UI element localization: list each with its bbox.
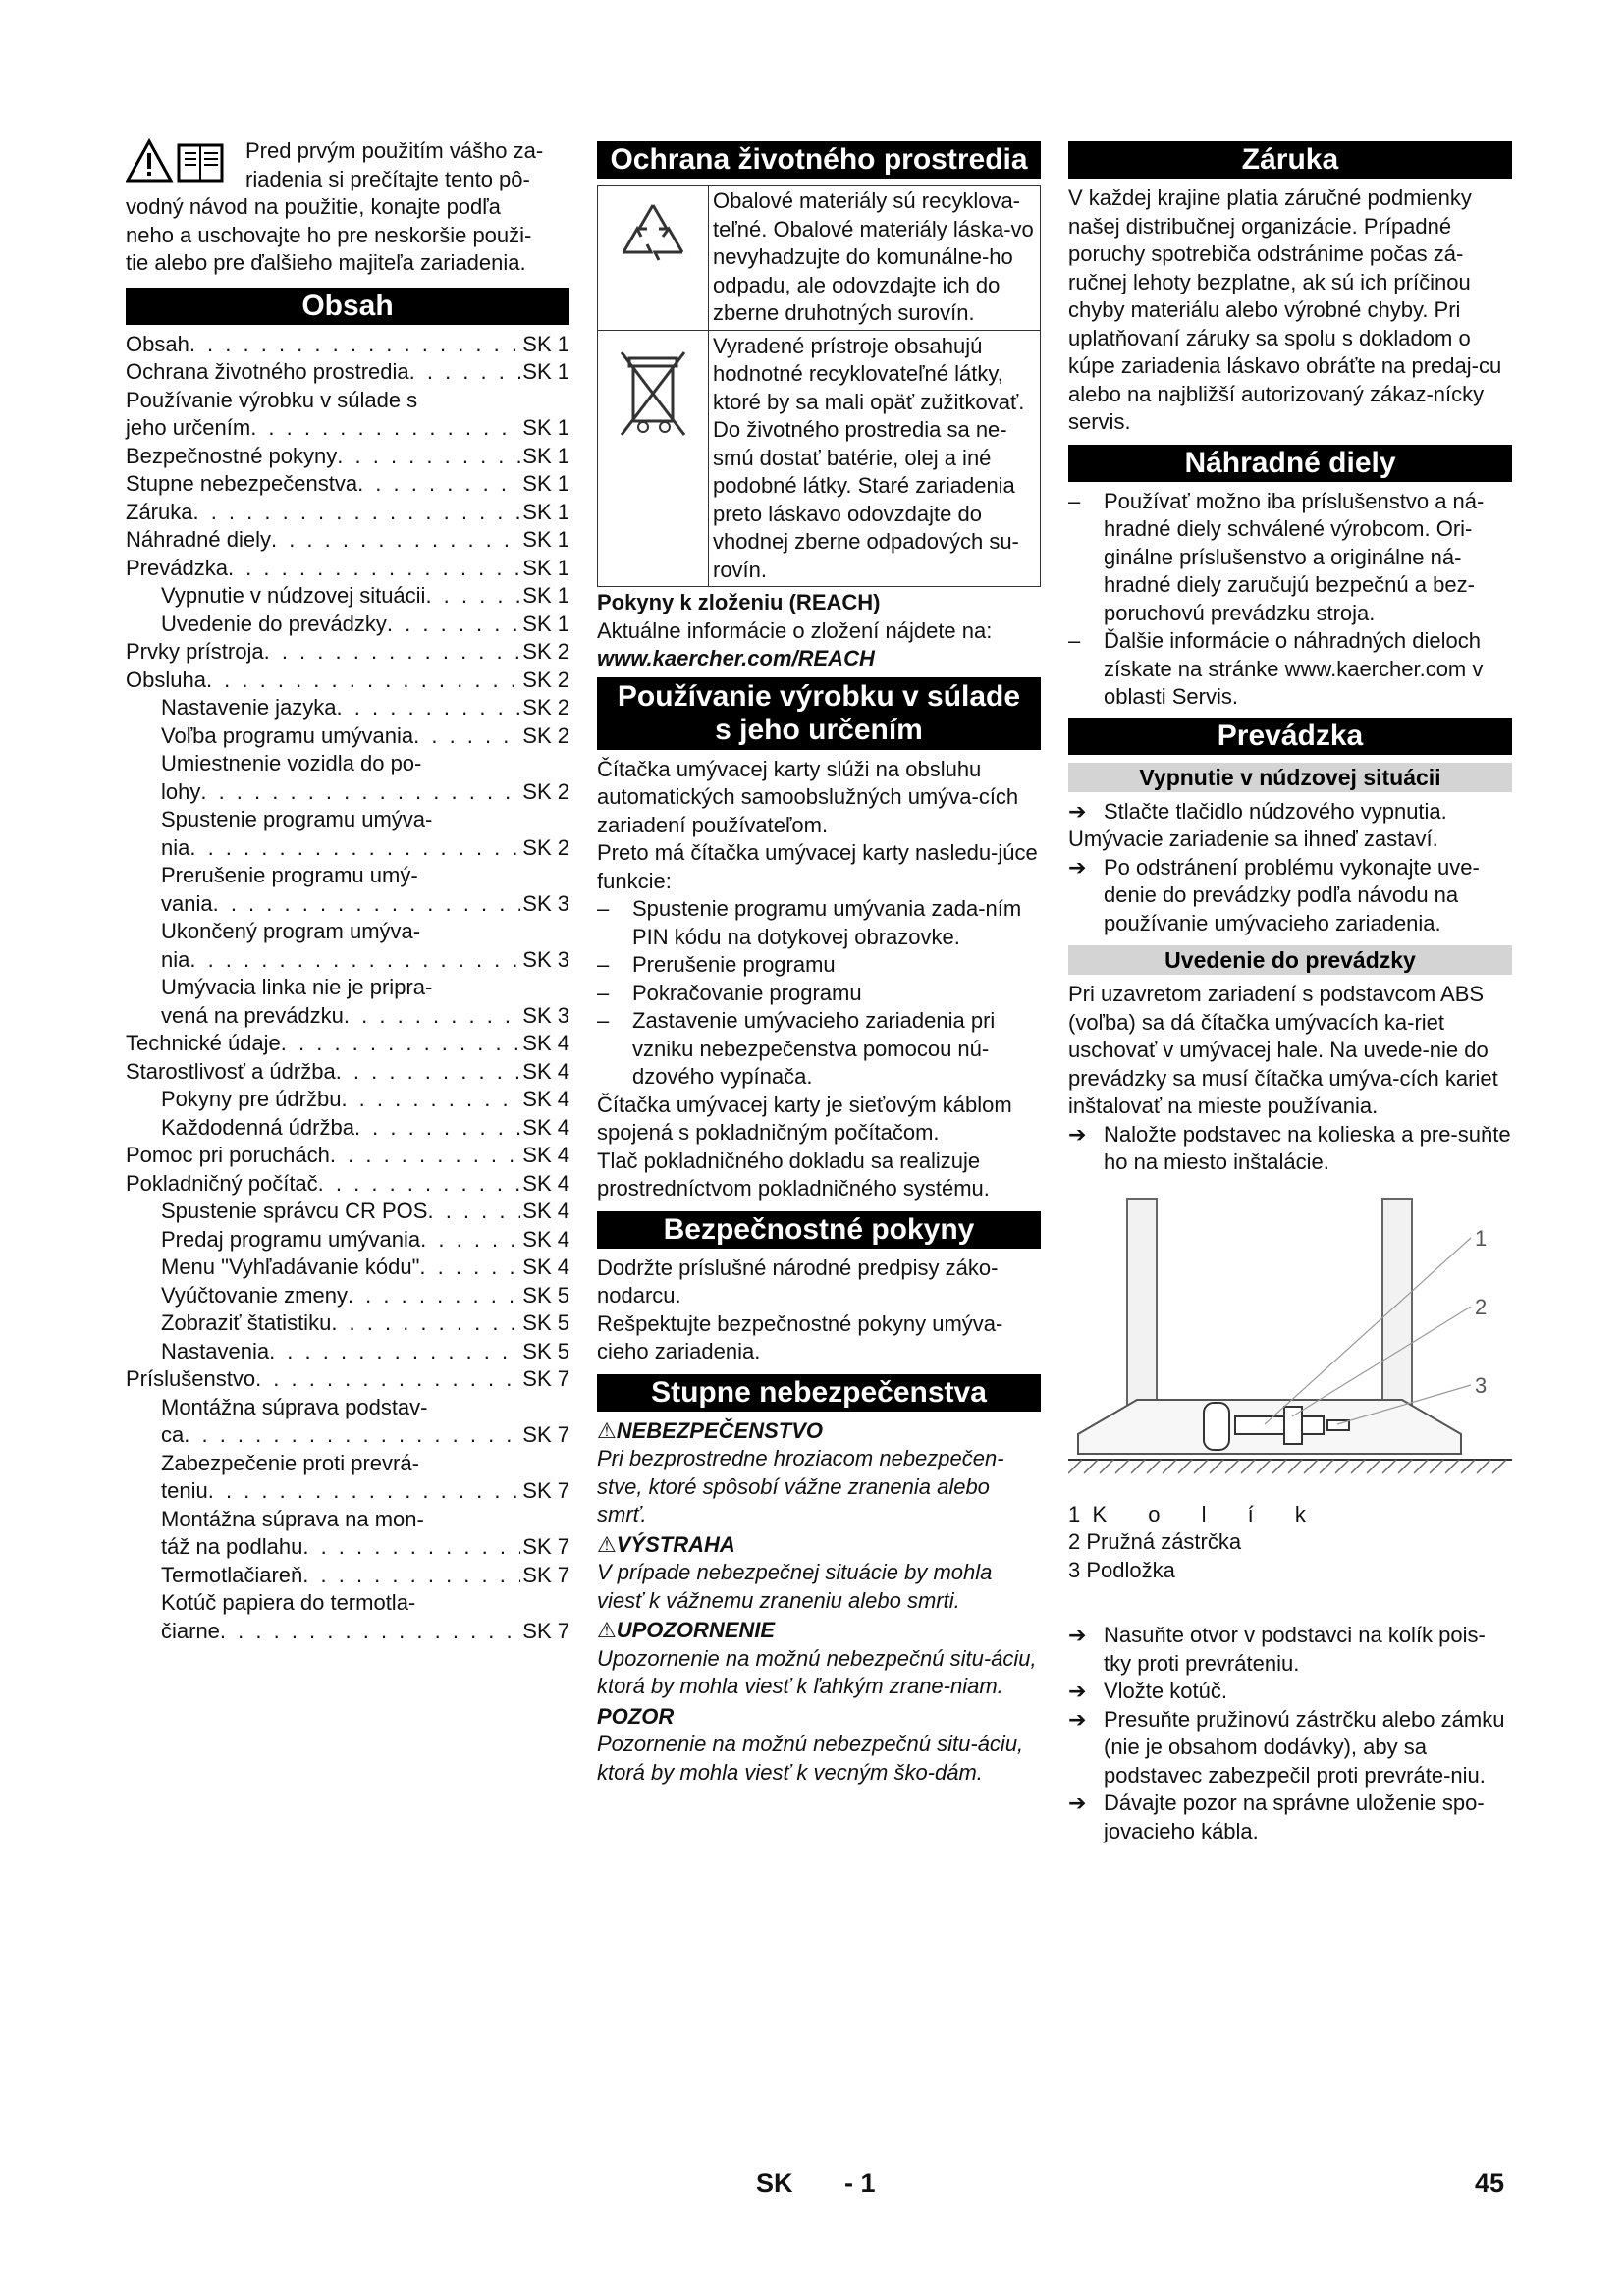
toc-entry-text: Náhradné diely <box>126 527 271 552</box>
toc-entry[interactable] <box>126 555 569 583</box>
install-step: ➔ Dávajte pozor na správne uloženie spo-jovacieho kábla. <box>1068 1790 1485 1843</box>
toc-entry-page: SK 4 <box>522 1143 569 1167</box>
toc-entry-page: SK 2 <box>522 778 569 804</box>
recycling-icon-cell <box>598 186 709 331</box>
legend-item: 3 Podložka <box>1068 1557 1175 1582</box>
toc-entry-text: Obsluha <box>126 667 206 692</box>
toc-entry[interactable] <box>126 1142 569 1170</box>
spare-parts-item: – Ďalšie informácie o náhradných dieloch získate na stránke www.kaercher.com v oblasti Servis. <box>1068 628 1484 709</box>
toc-entry-page: SK 4 <box>522 1255 569 1279</box>
toc-entry-text: Nastavenia <box>161 1338 270 1363</box>
toc-entry-text: Kotúč papiera do termotla- <box>161 1590 416 1615</box>
warning-triangle-icon: ⚠ <box>597 1531 617 1557</box>
toc-entry[interactable] <box>126 1282 569 1310</box>
arrow-icon: ➔ <box>1068 1623 1087 1647</box>
hazard-danger-text: Pri bezprostredne hroziacom nebezpečen-stve, ktoré spôsobí vážne zranenia alebo smrť. <box>597 1446 1004 1526</box>
toc-entry[interactable] <box>126 331 569 359</box>
toc-entry-text: nia <box>161 946 190 972</box>
spare-parts-heading: Náhradné diely <box>1068 445 1512 482</box>
reach-url: www.kaercher.com/REACH <box>597 646 875 670</box>
intended-use-item-text: Zastavenie umývacieho zariadenia pri vzniku nebezpečenstva pomocou nú-dzového vypínača. <box>632 1008 996 1089</box>
toc-entry-text: Spustenie správcu CR POS <box>161 1199 428 1223</box>
toc-entry-text: Prevádzka <box>126 555 228 580</box>
toc-entry[interactable] <box>126 667 569 695</box>
callout-1: 1 <box>1475 1225 1488 1251</box>
toc-entry-text: Stupne nebezpečenstva <box>126 471 358 496</box>
legend-item: 1 K o l í k <box>1068 1501 1324 1526</box>
toc-entry-text: Termotlačiareň <box>161 1562 303 1587</box>
toc-entry-text: Starostlivosť a údržba <box>126 1058 336 1084</box>
safety-heading: Bezpečnostné pokyny <box>597 1211 1041 1249</box>
toc-entry-page: SK 2 <box>522 639 569 664</box>
toc-entry[interactable] <box>126 1086 569 1114</box>
warranty-text: V každej krajine platia záručné podmienky našej distribučnej organizácie. Prípadné poruchy spotrebiča odstránime počas zá-ručnej lehoty bezplatne, ak sú ich príčinou chyby materiálu alebo výrobné chyby. Pri uplatňovaní záruky sa spolu s dokladom o kúpe zariadenia láskavo obráťte na predaj-cu alebo na najbližší autorizovaný zákaz-nícky servis. <box>1068 186 1502 434</box>
manual-book-icon <box>179 145 222 181</box>
startup-step: ➔ Naložte podstavec na kolieska a pre-suňte ho na miesto inštalácie. <box>1068 1121 1511 1174</box>
arrow-icon: ➔ <box>1068 798 1087 824</box>
arrow-icon: ➔ <box>1068 1706 1087 1732</box>
toc-entry-page: SK 2 <box>522 695 569 720</box>
toc-entry[interactable] <box>126 1309 569 1338</box>
toc-entry-page: SK 2 <box>522 722 569 748</box>
figure-legend <box>1068 1501 1512 1585</box>
toc-entry-text: ca <box>161 1422 185 1447</box>
stand-installation-figure <box>1068 1189 1512 1493</box>
toc-entry-text: Prvky prístroja <box>126 639 264 664</box>
toc-entry-page: SK 4 <box>522 1031 569 1055</box>
intended-use-item: – Pokračovanie programu <box>597 980 862 1005</box>
toc-entry[interactable] <box>126 387 569 443</box>
toc-entry[interactable] <box>126 1589 569 1645</box>
spare-parts-item-text: Ďalšie informácie o náhradných dieloch získate na stránke www.kaercher.com v oblasti Servis. <box>1104 628 1484 709</box>
toc-entry[interactable] <box>126 582 569 611</box>
toc-entry[interactable] <box>126 1338 569 1366</box>
toc-entry[interactable] <box>126 918 569 974</box>
toc-entry-page: SK 2 <box>522 834 569 860</box>
recycling-icon <box>614 199 692 268</box>
toc-entry[interactable] <box>126 443 569 471</box>
safety-p2: Rešpektujte bezpečnostné pokyny umýva-cieho zariadenia. <box>597 1310 1003 1363</box>
toc-entry[interactable] <box>126 1450 569 1506</box>
intended-use-item-text: Pokračovanie programu <box>632 980 862 1005</box>
warning-triangle-icon <box>126 137 242 190</box>
toc-entry-page: SK 1 <box>522 555 569 580</box>
toc-entry-page: SK 4 <box>522 1199 569 1223</box>
toc-entry-text: Montážna súprava podstav- <box>161 1394 428 1419</box>
column-left <box>126 137 569 1645</box>
toc-entry-text: Používanie výrobku v súlade s <box>126 387 418 412</box>
toc-list <box>126 331 569 1646</box>
emergency-subheading: Vypnutie v núdzovej situácii <box>1068 763 1512 792</box>
toc-entry-page: SK 1 <box>522 415 569 440</box>
toc-entry-text: teniu <box>161 1478 208 1503</box>
toc-entry[interactable] <box>126 750 569 806</box>
toc-entry-text: Ochrana životného prostredia <box>126 359 409 384</box>
toc-entry[interactable] <box>126 358 569 387</box>
toc-entry[interactable] <box>126 974 569 1030</box>
toc-entry-text: Technické údaje <box>126 1031 281 1055</box>
legend-item: 2 Pružná zástrčka <box>1068 1529 1242 1554</box>
toc-entry-text: Nastavenie jazyka <box>161 695 337 720</box>
crossed-bin-icon <box>614 345 692 443</box>
toc-entry-text: nia <box>161 834 190 860</box>
environment-table <box>597 185 1041 587</box>
emergency-step: ➔ Po odstránení problému vykonajte uve-denie do prevádzky podľa návodu na používanie umývacieho zariadenia. <box>1068 854 1480 935</box>
intro-line-2: riadenia si prečítajte tento pô- <box>245 166 530 191</box>
toc-entry-text: Umývacia linka nie je pripra- <box>161 975 433 999</box>
toc-entry-text: Menu "Vyhľadávanie kódu" <box>161 1255 420 1279</box>
toc-entry-text: Zobraziť štatistiku <box>161 1310 332 1335</box>
toc-entry[interactable] <box>126 694 569 722</box>
intended-use-item: – Zastavenie umývacieho zariadenia pri vzniku nebezpečenstva pomocou nú-dzového vypínača. <box>597 1008 996 1089</box>
callout-3: 3 <box>1475 1372 1488 1398</box>
toc-entry-text: čiarne <box>161 1618 220 1643</box>
operation-heading: Prevádzka <box>1068 718 1512 755</box>
reach-text: Aktuálne informácie o zložení nájdete na: <box>597 617 993 643</box>
environment-row2-text: Vyradené prístroje obsahujú hodnotné recyklovateľné látky, ktoré by sa mali opäť zužitkovať. Do životného prostredia sa ne-smú dostať batérie, olej a iné podobné látky. Staré zariadenia preto láskavo odovzdajte do vhodnej zberne odpadových su-rovín. <box>709 330 1041 587</box>
hazard-danger-label: ⚠NEBEZPEČENSTVO <box>597 1417 823 1443</box>
toc-entry-text: vania <box>161 890 213 916</box>
toc-heading: Obsah <box>126 288 569 325</box>
install-step: ➔ Vložte kotúč. <box>1068 1678 1512 1706</box>
toc-entry[interactable] <box>126 1394 569 1450</box>
arrow-icon: ➔ <box>1068 1121 1087 1147</box>
intended-use-p2: Preto má čítačka umývacej karty nasledu-júce funkcie: <box>597 840 1038 893</box>
hazard-warning-label: ⚠VÝSTRAHA <box>597 1531 735 1557</box>
toc-entry-page: SK 7 <box>522 1562 569 1587</box>
intended-use-p4: Tlač pokladničného dokladu sa realizuje prostredníctvom pokladničného systému. <box>597 1148 990 1201</box>
toc-entry-text: Voľba programu umývania <box>161 722 414 748</box>
safety-p1: Dodržte príslušné národné predpisy záko-nodarcu. <box>597 1255 999 1308</box>
toc-entry-page: SK 5 <box>522 1338 569 1363</box>
toc-entry-page: SK 1 <box>522 443 569 468</box>
toc-entry-page: SK 4 <box>522 1170 569 1196</box>
crossed-bin-icon-cell <box>598 330 709 587</box>
warranty-heading: Záruka <box>1068 141 1512 179</box>
install-step: ➔ Nasuňte otvor v podstavci na kolík pois-tky proti prevráteniu. <box>1068 1623 1486 1676</box>
intro-block <box>126 137 569 278</box>
toc-entry-text: Zabezpečenie proti prevrá- <box>161 1450 419 1475</box>
toc-entry-text: Príslušenstvo <box>126 1366 256 1391</box>
toc-entry-page: SK 5 <box>522 1310 569 1335</box>
toc-entry-text: Predaj programu umývania <box>161 1226 421 1252</box>
intro-line-4: neho a uschovajte ho pre neskoršie použi- <box>126 222 532 247</box>
toc-entry[interactable] <box>126 1365 569 1394</box>
toc-entry-page: SK 2 <box>522 667 569 692</box>
toc-entry[interactable] <box>126 1198 569 1226</box>
toc-entry-text: Každodenná údržba <box>161 1114 354 1140</box>
toc-entry-text: Pokyny pre údržbu <box>161 1087 342 1111</box>
toc-entry[interactable] <box>126 1170 569 1199</box>
install-step: ➔ Presuňte pružinovú zástrčku alebo zámku (nie je obsahom dodávky), aby sa podstavec zabezpečil proti prevráte-niu. <box>1068 1706 1505 1788</box>
toc-entry-text: Záruka <box>126 499 193 524</box>
toc-entry[interactable] <box>126 1254 569 1282</box>
intended-use-item: – Prerušenie programu <box>597 952 836 977</box>
spare-parts-item-text: Používať možno iba príslušenstvo a ná-hradné diely schválené výrobcom. Ori-ginálne príslušenstvo a originálne ná-hradné diely zaručujú bezpečnú a bez-poruchovú prevádzku stroja. <box>1104 488 1485 625</box>
toc-entry-text: Spustenie programu umýva- <box>161 807 433 831</box>
intended-use-item: – Spustenie programu umývania zada-ním PIN kódu na dotykovej obrazovke. <box>597 896 1022 949</box>
toc-entry-page: SK 7 <box>522 1478 569 1503</box>
toc-entry-text: Bezpečnostné pokyny <box>126 443 338 468</box>
intro-line-3: vodný návod na použitie, konajte podľa <box>126 194 501 219</box>
toc-entry-text: Uvedenie do prevádzky <box>161 611 387 636</box>
toc-entry-text: jeho určením <box>126 415 251 440</box>
warning-triangle-icon: ⚠ <box>597 1618 617 1642</box>
intended-use-heading-line1: Používanie výrobku v súlade <box>617 679 1021 713</box>
toc-entry-page: SK 1 <box>522 471 569 496</box>
toc-entry-text: lohy <box>161 778 201 804</box>
intended-use-p3: Čítačka umývacej karty je sieťovým káblom spojená s pokladničným počítačom. <box>597 1092 1012 1145</box>
toc-entry-page: SK 5 <box>522 1282 569 1308</box>
toc-entry[interactable] <box>126 1506 569 1562</box>
intended-use-heading <box>597 677 1041 750</box>
toc-entry[interactable] <box>126 862 569 918</box>
toc-entry-text: Ukončený program umýva- <box>161 919 421 943</box>
toc-entry-page: SK 3 <box>522 946 569 972</box>
toc-entry[interactable] <box>126 499 569 527</box>
toc-entry-page: SK 1 <box>522 611 569 636</box>
column-right <box>1068 137 1512 1845</box>
toc-entry[interactable] <box>126 526 569 555</box>
intended-use-heading-line2: s jeho určením <box>715 713 923 746</box>
footer-section-number: - 1 <box>844 2168 876 2198</box>
toc-entry[interactable] <box>126 611 569 639</box>
hazard-caution-text: Upozornenie na možnú nebezpečnú situ-áciu, ktorá by mohla viesť k ľahkým zrane-niam. <box>597 1645 1037 1698</box>
hazard-caution-label: ⚠UPOZORNENIE <box>597 1618 776 1642</box>
toc-entry[interactable] <box>126 1226 569 1255</box>
arrow-icon: ➔ <box>1068 1679 1087 1703</box>
hazard-attention-text: Pozornenie na možnú nebezpečnú situ-áciu, ktorá by mohla viesť k vecným ško-dám. <box>597 1732 1024 1785</box>
hazard-attention-label: POZOR <box>597 1703 675 1729</box>
callout-2: 2 <box>1475 1294 1488 1319</box>
intro-line-1: Pred prvým použitím vášho za- <box>245 138 544 163</box>
toc-entry-page: SK 7 <box>522 1366 569 1391</box>
toc-entry-page: SK 1 <box>522 583 569 608</box>
warning-triangle-icon: ⚠ <box>597 1417 617 1443</box>
toc-entry[interactable] <box>126 470 569 499</box>
hazard-warning-text: V prípade nebezpečnej situácie by mohla viesť k vážnemu zraneniu alebo smrti. <box>597 1560 993 1613</box>
toc-entry[interactable] <box>126 806 569 862</box>
toc-entry-page: SK 1 <box>522 499 569 524</box>
toc-entry-text: Vypnutie v núdzovej situácii <box>161 583 426 608</box>
column-middle <box>597 137 1041 1787</box>
toc-entry-text: Vyúčtovanie zmeny <box>161 1282 348 1308</box>
footer-page-number: 45 <box>1475 2168 1505 2198</box>
toc-entry[interactable] <box>126 1114 569 1143</box>
hazard-heading: Stupne nebezpečenstva <box>597 1374 1041 1412</box>
toc-entry-text: Umiestnenie vozidla do po- <box>161 751 422 775</box>
startup-text: Pri uzavretom zariadení s podstavcom ABS (voľba) sa dá čítačka umývacích ka-riet uschovať v umývacej hale. Na uvede-nie do prevádzky sa musí čítačka umýva-cích kariet inštalovať na mieste používania. <box>1068 982 1498 1118</box>
toc-entry-page: SK 1 <box>522 331 569 356</box>
toc-entry[interactable] <box>126 722 569 751</box>
toc-entry[interactable] <box>126 1562 569 1590</box>
toc-entry-page: SK 1 <box>522 359 569 384</box>
toc-entry-page: SK 1 <box>522 527 569 552</box>
toc-entry-page: SK 7 <box>522 1618 569 1643</box>
intended-use-p1: Čítačka umývacej karty slúži na obsluhu automatických samoobslužných umýva-cích zariadení používateľom. <box>597 756 1019 837</box>
toc-entry-page: SK 3 <box>522 1002 569 1028</box>
toc-entry-page: SK 7 <box>522 1534 569 1559</box>
toc-entry-text: Montážna súprava na mon- <box>161 1506 424 1531</box>
toc-entry-page: SK 4 <box>522 1087 569 1111</box>
toc-entry-page: SK 3 <box>522 890 569 916</box>
intro-line-5: tie alebo pre ďalšieho majiteľa zariadenia. <box>126 250 526 275</box>
environment-row1-text: Obalové materiály sú recyklova-teľné. Obalové materiály láska-vo nevyhadzujte do komunálne-ho odpadu, ale odovzdajte ich do zberne druhotných surovín. <box>709 186 1041 331</box>
footer-language: SK <box>756 2168 793 2198</box>
environment-heading: Ochrana životného prostredia <box>597 141 1041 179</box>
emergency-text: Umývacie zariadenie sa ihneď zastaví. <box>1068 827 1438 851</box>
toc-entry-page: SK 4 <box>522 1058 569 1084</box>
spare-parts-item: – Používať možno iba príslušenstvo a ná-hradné diely schválené výrobcom. Ori-ginálne príslušenstvo a originálne ná-hradné diely zaručujú bezpečnú a bez-poruchovú prevádzku stroja. <box>1068 488 1485 625</box>
reach-title: Pokyny k zloženiu (REACH) <box>597 590 881 614</box>
toc-entry[interactable] <box>126 1030 569 1058</box>
toc-entry-text: Pokladničný počítač <box>126 1170 318 1196</box>
intended-use-item-text: Prerušenie programu <box>632 952 836 977</box>
toc-entry-text: Pomoc pri poruchách <box>126 1143 330 1167</box>
toc-entry[interactable] <box>126 638 569 667</box>
startup-subheading: Uvedenie do prevádzky <box>1068 945 1512 975</box>
intended-use-item-text: Spustenie programu umývania zada-ním PIN kódu na dotykovej obrazovke. <box>632 896 1022 949</box>
arrow-icon: ➔ <box>1068 854 1087 880</box>
toc-entry-text: Obsah <box>126 331 189 356</box>
toc-entry-text: táž na podlahu <box>161 1534 303 1559</box>
arrow-icon: ➔ <box>1068 1790 1087 1815</box>
toc-entry[interactable] <box>126 1058 569 1087</box>
toc-entry-text: Prerušenie programu umý- <box>161 863 418 887</box>
toc-entry-page: SK 7 <box>522 1422 569 1447</box>
emergency-step: ➔ Stlačte tlačidlo núdzového vypnutia. <box>1068 798 1512 827</box>
toc-entry-page: SK 4 <box>522 1114 569 1140</box>
toc-entry-text: vená na prevádzku <box>161 1002 344 1028</box>
toc-entry-page: SK 4 <box>522 1226 569 1252</box>
